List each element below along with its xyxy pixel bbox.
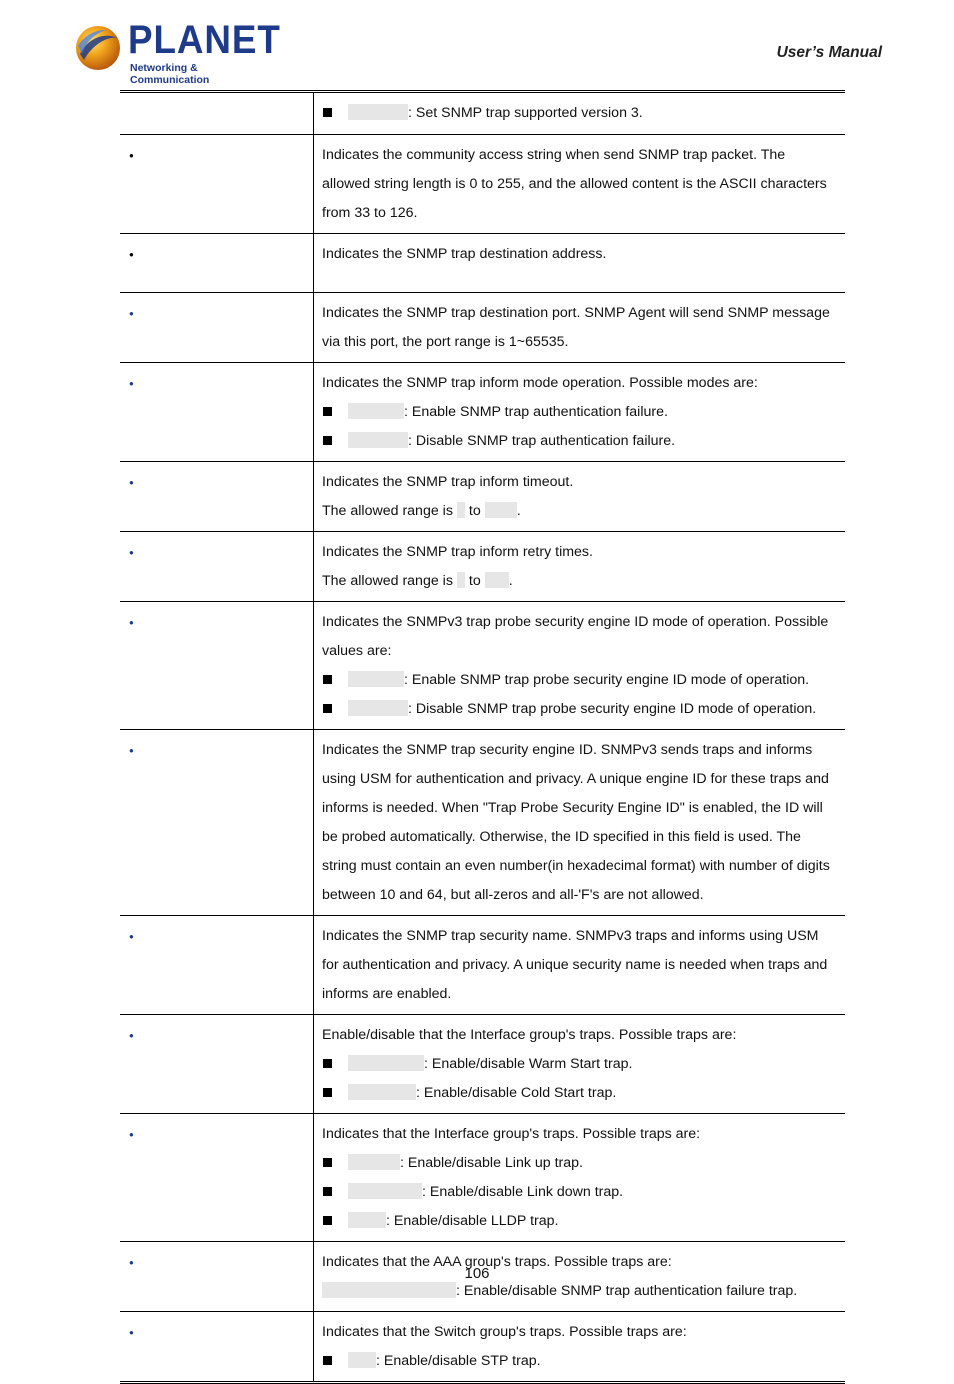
description-text: Indicates the community access string when send SNMP trap packet. The (322, 147, 786, 163)
description-text: The allowed range is (322, 573, 453, 589)
description-line (322, 369, 845, 398)
parameter-description-cell (314, 730, 846, 916)
bullet-icon: ● (129, 379, 134, 388)
description-line (322, 852, 845, 881)
description-line (322, 240, 845, 269)
manual-title: User’s Manual (776, 44, 882, 61)
description-line (322, 497, 845, 526)
range-separator: to (468, 573, 481, 589)
table-row (120, 532, 845, 602)
square-bullet-icon (323, 108, 332, 117)
description-line (322, 794, 845, 823)
description-line (322, 468, 845, 497)
description-text: : Enable/disable Warm Start trap. (424, 1056, 633, 1072)
parameter-name-cell (120, 916, 314, 1015)
description-line (322, 608, 845, 637)
bullet-icon: ● (129, 151, 134, 160)
description-text: Indicates the SNMPv3 trap probe security engine ID mode of operation. Possible (322, 614, 829, 630)
square-bullet-icon (323, 704, 332, 713)
description-line (322, 1149, 845, 1178)
description-text: string must contain an even number(in hexadecimal format) with number of digits (322, 858, 830, 874)
description-text: for authentication and privacy. A unique security name is needed when traps and (322, 957, 828, 973)
parameter-description-cell (314, 916, 846, 1015)
description-line (322, 637, 845, 666)
bullet-icon: ● (129, 746, 134, 755)
description-text: Indicates the SNMP trap security name. SNMPv3 traps and informs using USM (322, 928, 819, 944)
description-line (322, 299, 845, 328)
square-bullet-icon (323, 675, 332, 684)
range-tail: . (516, 503, 521, 519)
parameter-description-cell (314, 602, 846, 730)
bullet-icon: ● (129, 932, 134, 941)
bullet-icon: ● (129, 618, 134, 627)
redacted-value (348, 1183, 422, 1199)
description-text: The allowed range is (322, 503, 453, 519)
table-row (120, 234, 845, 293)
bullet-icon: ● (129, 1258, 134, 1267)
square-bullet-icon (323, 1158, 332, 1167)
description-text: informs are enabled. (322, 986, 452, 1002)
description-line (322, 170, 845, 199)
parameter-description-cell (314, 1312, 846, 1383)
description-line (322, 666, 845, 695)
square-bullet-icon (323, 1216, 332, 1225)
square-bullet-icon (323, 1088, 332, 1097)
square-bullet-icon (323, 436, 332, 445)
redacted-value (348, 700, 408, 716)
square-bullet-icon (323, 1187, 332, 1196)
table-row (120, 916, 845, 1015)
bullet-icon: ● (129, 478, 134, 487)
description-text: Indicates that the AAA group's traps. Possible traps are: (322, 1254, 672, 1270)
description-text: Indicates the SNMP trap destination address. (322, 246, 607, 262)
description-text: values are: (322, 643, 392, 659)
redacted-value (348, 403, 404, 419)
bullet-icon: ● (129, 548, 134, 557)
page-number: 106 (464, 1265, 490, 1282)
parameter-name-cell (120, 1114, 314, 1242)
description-text: : Enable/disable STP trap. (376, 1353, 541, 1369)
table-row (120, 1312, 845, 1383)
table-row (120, 135, 845, 234)
parameter-name-cell (120, 135, 314, 234)
table-row (120, 293, 845, 363)
bullet-icon: ● (129, 1328, 134, 1337)
range-min-value (457, 502, 465, 518)
description-line (322, 99, 845, 128)
square-bullet-icon (323, 1059, 332, 1068)
description-line (322, 1021, 845, 1050)
description-text: : Enable/disable LLDP trap. (386, 1213, 559, 1229)
description-text: : Enable/disable Cold Start trap. (416, 1085, 617, 1101)
description-text: via this port, the port range is 1~65535. (322, 334, 569, 350)
table-row (120, 602, 845, 730)
description-line (322, 398, 845, 427)
description-line (322, 1207, 845, 1236)
description-text: : Enable/disable Link up trap. (400, 1155, 583, 1171)
parameter-description-cell (314, 293, 846, 363)
parameter-description-cell (314, 234, 846, 293)
description-text: from 33 to 126. (322, 205, 418, 221)
parameter-name-cell (120, 462, 314, 532)
description-text: Indicates the SNMP trap security engine ID. SNMPv3 sends traps and informs (322, 742, 813, 758)
description-text: : Enable SNMP trap authentication failure. (404, 404, 668, 420)
parameter-description-cell (314, 1114, 846, 1242)
description-line (322, 881, 845, 910)
redacted-value (348, 1212, 386, 1228)
description-line (322, 328, 845, 357)
redacted-value (348, 1154, 400, 1170)
description-text: : Enable/disable SNMP trap authentication failure trap. (456, 1283, 798, 1299)
brand-wordmark: PLANET (128, 18, 281, 62)
table-row (120, 363, 845, 462)
description-text: : Disable SNMP trap authentication failure. (408, 433, 676, 449)
parameter-name-cell (120, 363, 314, 462)
description-text: : Enable SNMP trap probe security engine ID mode of operation. (404, 672, 810, 688)
description-line (322, 980, 845, 1009)
description-text: Indicates that the Interface group's traps. Possible traps are: (322, 1126, 701, 1142)
parameter-name-cell (120, 730, 314, 916)
range-separator: to (468, 503, 481, 519)
description-text: allowed string length is 0 to 255, and the allowed content is the ASCII characters (322, 176, 827, 192)
description-line (322, 567, 845, 596)
parameter-description-cell (314, 462, 846, 532)
parameter-description-cell (314, 92, 846, 135)
description-line (322, 736, 845, 765)
description-text: Indicates the SNMP trap destination port. SNMP Agent will send SNMP message (322, 305, 830, 321)
bullet-icon: ● (129, 1031, 134, 1040)
description-text: : Enable/disable Link down trap. (422, 1184, 624, 1200)
parameter-name-cell (120, 602, 314, 730)
description-line (322, 951, 845, 980)
bullet-icon: ● (129, 309, 134, 318)
description-text: be probed automatically. Otherwise, the ID specified in this field is used. The (322, 829, 801, 845)
description-text: Indicates the SNMP trap inform timeout. (322, 474, 574, 490)
description-text: Enable/disable that the Interface group's traps. Possible traps are: (322, 1027, 737, 1043)
description-line (322, 1347, 845, 1376)
square-bullet-icon (323, 1356, 332, 1365)
description-line (322, 695, 845, 724)
description-line (322, 141, 845, 170)
parameter-name-cell (120, 234, 314, 293)
description-text: between 10 and 64, but all-zeros and all-'F's are not allowed. (322, 887, 704, 903)
range-max-value (485, 572, 509, 588)
description-text: using USM for authentication and privacy. A unique engine ID for these traps and (322, 771, 829, 787)
description-line (322, 1178, 845, 1207)
table-row (120, 730, 845, 916)
description-text: Indicates that the Switch group's traps. Possible traps are: (322, 1324, 687, 1340)
parameter-description-cell (314, 363, 846, 462)
brand-tagline: Networking & Communication (130, 62, 210, 86)
redacted-value (348, 104, 408, 120)
parameter-name-cell (120, 532, 314, 602)
redacted-value (348, 1084, 416, 1100)
description-text: Indicates the SNMP trap inform mode operation. Possible modes are: (322, 375, 758, 391)
parameter-table (120, 90, 845, 1384)
redacted-value (348, 432, 408, 448)
redacted-value (348, 1055, 424, 1071)
parameter-name-cell (120, 293, 314, 363)
range-min-value (457, 572, 465, 588)
description-text: Indicates the SNMP trap inform retry times. (322, 544, 593, 560)
bullet-icon: ● (129, 250, 134, 259)
parameter-name-cell (120, 1015, 314, 1114)
redacted-value (348, 671, 404, 687)
description-line (322, 199, 845, 228)
parameter-description-cell (314, 1015, 846, 1114)
table-row (120, 92, 845, 135)
description-line (322, 1318, 845, 1347)
description-line (322, 765, 845, 794)
planet-logo (74, 18, 281, 86)
range-max-value (485, 502, 517, 518)
bullet-icon: ● (129, 1130, 134, 1139)
redacted-value (322, 1282, 456, 1298)
redacted-value (348, 1352, 376, 1368)
parameter-description-cell (314, 135, 846, 234)
globe-icon (74, 24, 122, 72)
table-row (120, 462, 845, 532)
description-text: : Set SNMP trap supported version 3. (408, 105, 643, 121)
parameter-description-cell (314, 532, 846, 602)
table-row (120, 1015, 845, 1114)
description-line (322, 1050, 845, 1079)
description-line (322, 538, 845, 567)
square-bullet-icon (323, 407, 332, 416)
description-text: informs is needed. When "Trap Probe Security Engine ID" is enabled, the ID will (322, 800, 823, 816)
description-line (322, 1120, 845, 1149)
description-line (322, 823, 845, 852)
description-line (322, 427, 845, 456)
range-tail: . (508, 573, 513, 589)
parameter-name-cell (120, 92, 314, 135)
description-line (322, 1079, 845, 1108)
description-line (322, 922, 845, 951)
parameter-name-cell (120, 1312, 314, 1383)
table-row (120, 1114, 845, 1242)
description-text: : Disable SNMP trap probe security engine ID mode of operation. (408, 701, 817, 717)
